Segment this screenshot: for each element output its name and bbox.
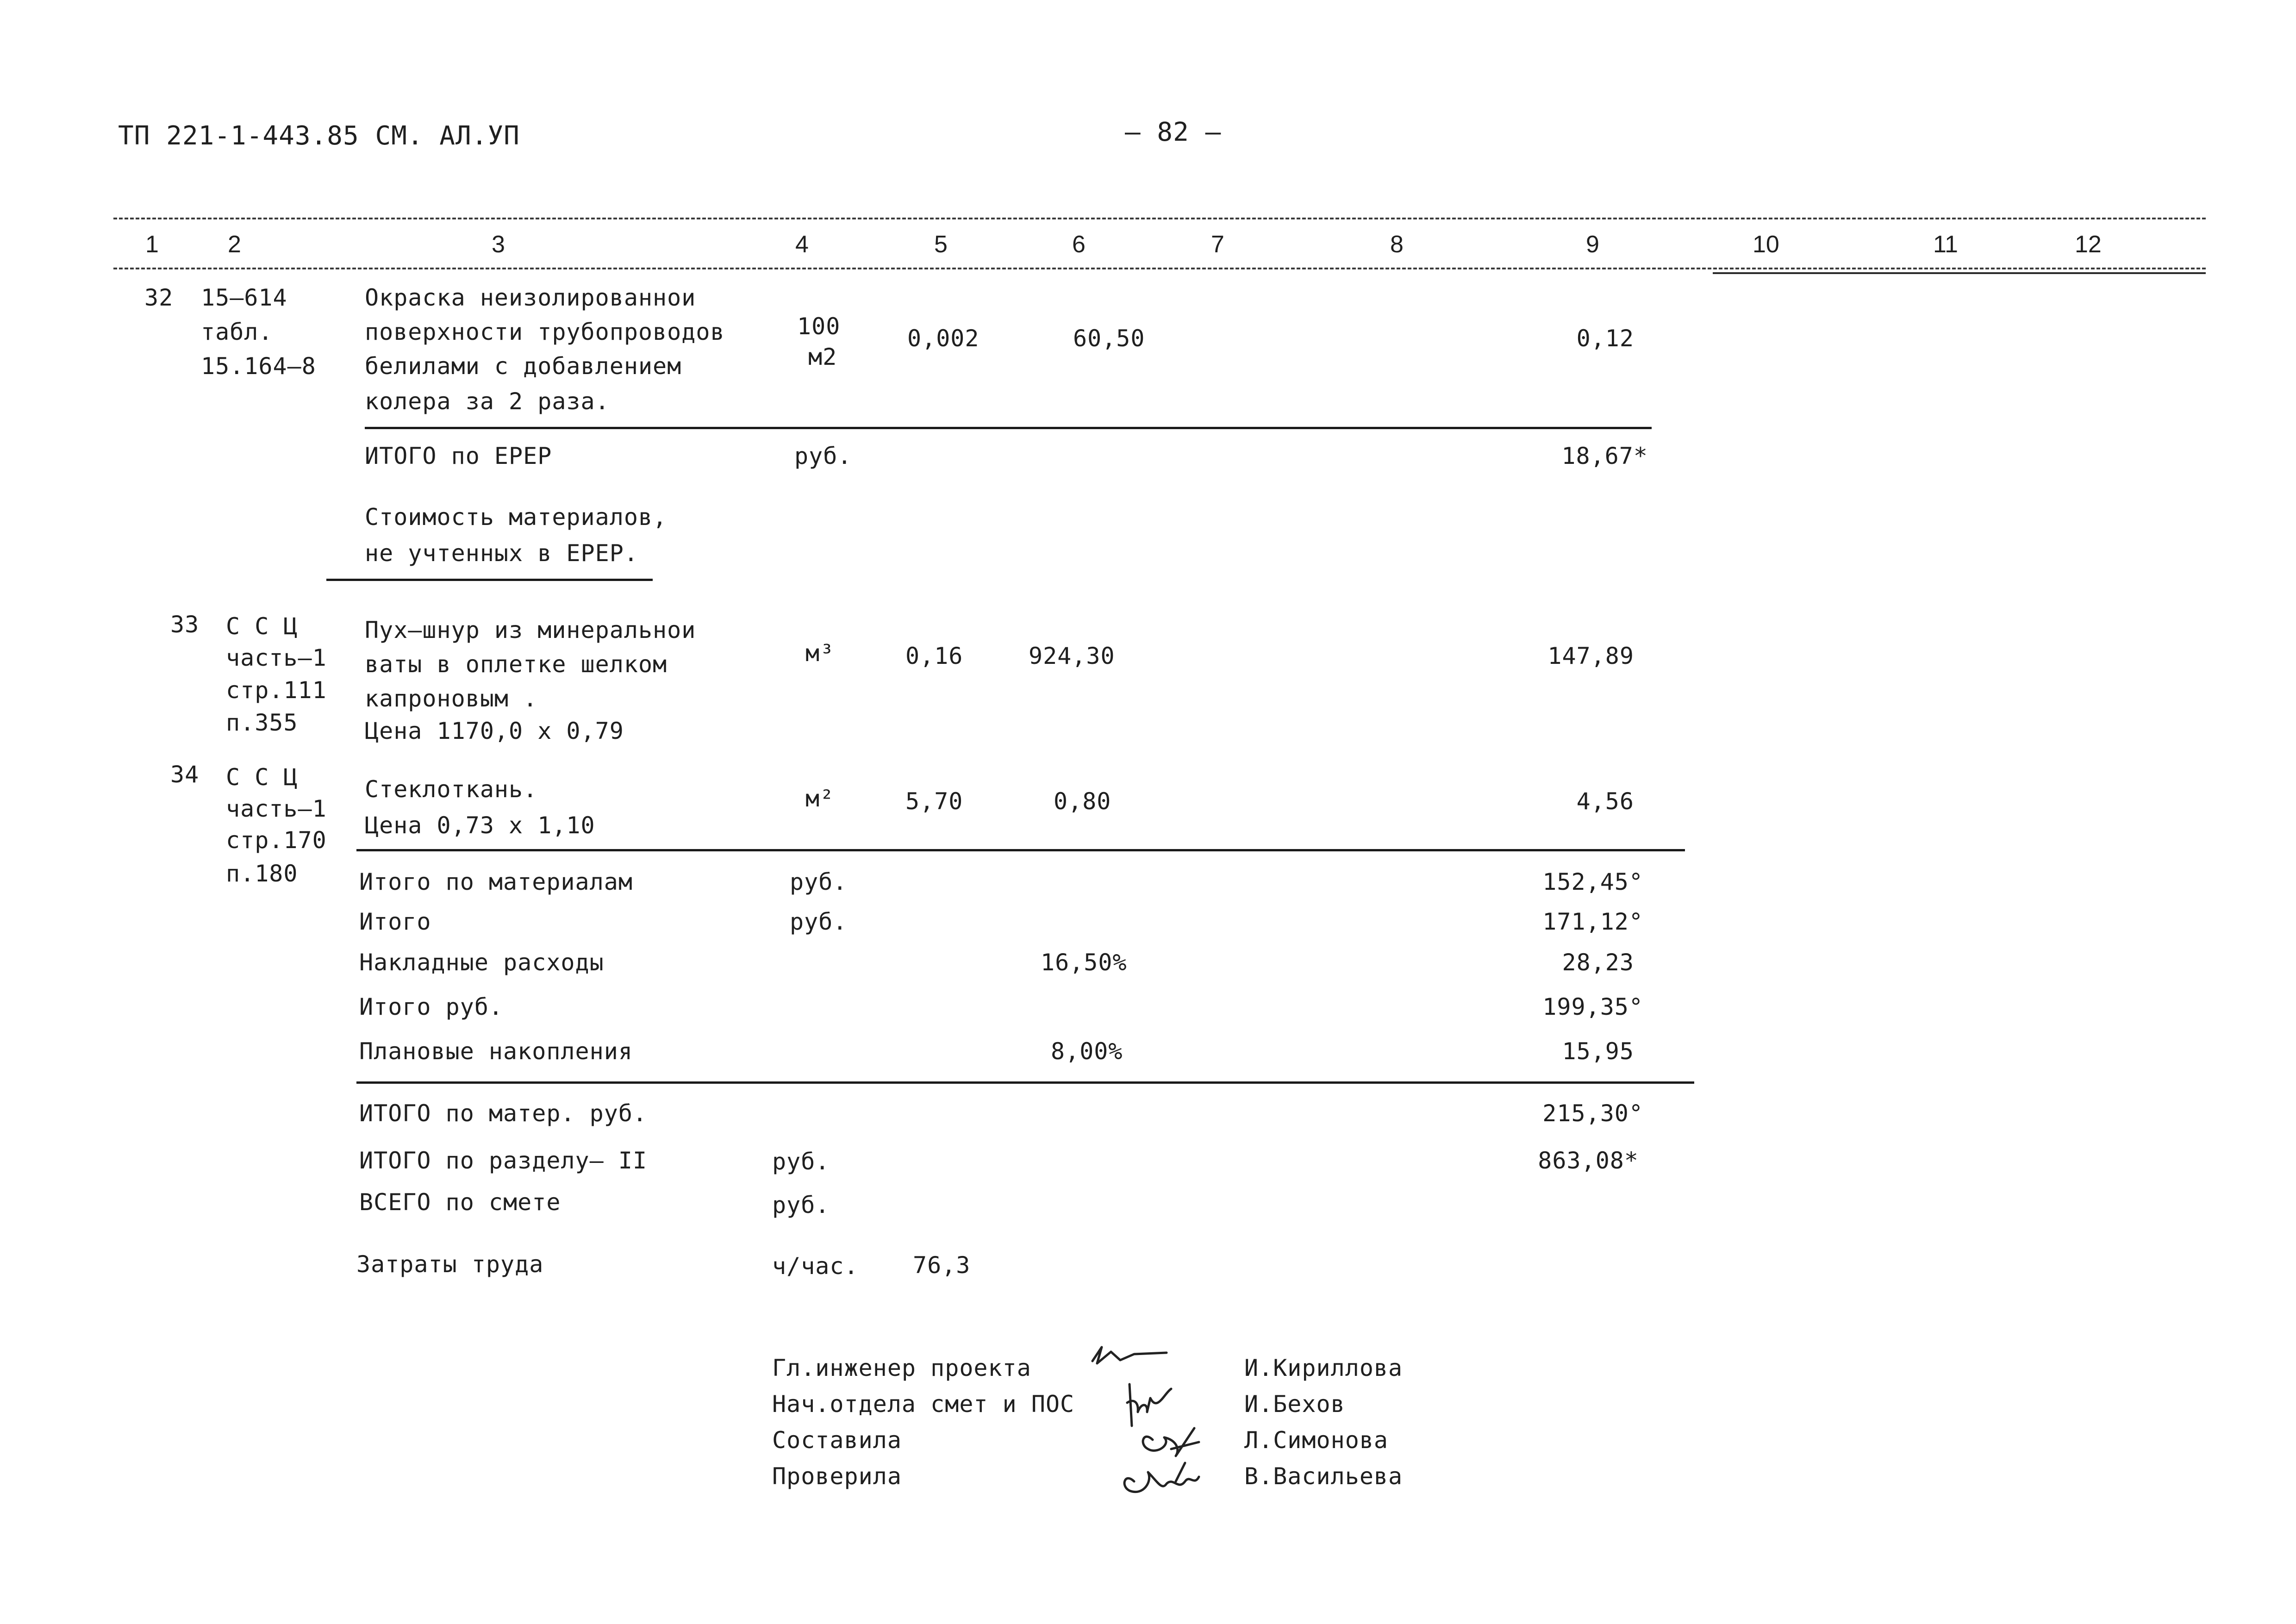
row-32-underline bbox=[365, 427, 1652, 429]
header-top-rule bbox=[113, 218, 2206, 219]
row-34-ref-3: стр.170 bbox=[226, 827, 327, 854]
column-header-2: 2 bbox=[228, 231, 241, 258]
row-34-price: 0,80 bbox=[1054, 788, 1111, 815]
signature-name-2: И.Бехов bbox=[1244, 1391, 1345, 1418]
row-34-ref-2: часть–1 bbox=[226, 795, 327, 822]
row-32-desc-3: белилами с добавлением bbox=[365, 353, 682, 380]
summary-overhead-rate: 16,50% bbox=[1041, 949, 1127, 976]
total-materials-label: ИТОГО по матер. руб. bbox=[359, 1100, 648, 1127]
row-32-desc-1: Окраска неизолированнои bbox=[365, 284, 696, 311]
total-materials-value: 215,30° bbox=[1542, 1100, 1643, 1127]
total-section-value: 863,08* bbox=[1538, 1147, 1639, 1174]
summary-itogo-total: 171,12° bbox=[1542, 908, 1643, 935]
row-33-ref-1: С С Ц bbox=[226, 613, 298, 640]
column-header-8: 8 bbox=[1390, 231, 1404, 258]
row-33-price: 924,30 bbox=[1029, 643, 1115, 669]
row-33-ref-2: часть–1 bbox=[226, 644, 327, 671]
summary-itogo-rub-label: Итого руб. bbox=[359, 993, 504, 1020]
total-section-unit: руб. bbox=[772, 1148, 830, 1175]
materials-note-2: не учтенных в ЕРЕР. bbox=[365, 540, 638, 567]
labor-value: 76,3 bbox=[913, 1252, 971, 1279]
summary-planned-total: 15,95 bbox=[1562, 1038, 1634, 1065]
summary-planned-rate: 8,00% bbox=[1051, 1038, 1123, 1065]
row-32-price: 60,50 bbox=[1073, 325, 1145, 352]
handwritten-signatures bbox=[1083, 1333, 1250, 1509]
row-33-desc-2: ваты в оплетке шелком bbox=[365, 651, 668, 678]
signature-name-3: Л.Симонова bbox=[1244, 1427, 1389, 1454]
summary-itogo-unit: руб. bbox=[790, 908, 848, 935]
signature-name-1: И.Кириллова bbox=[1244, 1355, 1403, 1381]
labor-label: Затраты труда bbox=[356, 1251, 544, 1278]
row-32-unit-1: 100 bbox=[797, 313, 841, 340]
doc-code: ТП 221-1-443.85 СМ. АЛ.УП bbox=[118, 121, 520, 151]
row-32-qty: 0,002 bbox=[907, 325, 980, 352]
signature-role-1: Гл.инженер проекта bbox=[772, 1355, 1031, 1381]
row-33-desc-3: капроновым . bbox=[365, 685, 538, 712]
column-header-10: 10 bbox=[1753, 231, 1779, 258]
column-header-1: 1 bbox=[145, 231, 159, 258]
row-33-total: 147,89 bbox=[1547, 643, 1634, 669]
page-number: – 82 – bbox=[1125, 117, 1222, 147]
header-bottom-rule-right bbox=[1713, 272, 2206, 274]
total-section-label: ИТОГО по разделу– II bbox=[359, 1147, 648, 1174]
row-34-qty: 5,70 bbox=[905, 788, 963, 815]
row-32-desc-4: колера за 2 раза. bbox=[365, 388, 610, 415]
row-34-ref-4: п.180 bbox=[226, 860, 298, 887]
row-33-desc-1: Пух–шнур из минеральнои bbox=[365, 617, 696, 643]
row-33-ref-3: стр.111 bbox=[226, 677, 327, 704]
subtotal-erer-unit: руб. bbox=[794, 443, 852, 469]
row-34-ref-1: С С Ц bbox=[226, 764, 298, 791]
signature-role-2: Нач.отдела смет и ПОС bbox=[772, 1391, 1075, 1418]
column-header-11: 11 bbox=[1933, 231, 1958, 258]
total-estimate-label: ВСЕГО по смете bbox=[359, 1189, 561, 1216]
signature-role-4: Проверила bbox=[772, 1463, 902, 1490]
row-34-total: 4,56 bbox=[1576, 788, 1634, 815]
subtotal-erer-total: 18,67* bbox=[1561, 443, 1648, 469]
row-34-number: 34 bbox=[170, 761, 200, 788]
column-header-12: 12 bbox=[2075, 231, 2102, 258]
row-34-unit: м² bbox=[805, 785, 835, 812]
row-33-qty: 0,16 bbox=[905, 643, 963, 669]
row-32-unit-2: м2 bbox=[808, 344, 837, 370]
header-bottom-rule bbox=[113, 268, 2206, 269]
summary-materials-unit: руб. bbox=[790, 868, 848, 895]
row-33-desc-4: Цена 1170,0 х 0,79 bbox=[365, 718, 624, 744]
row-32-number: 32 bbox=[144, 284, 174, 311]
materials-note-1: Стоимость материалов, bbox=[365, 504, 668, 531]
column-header-6: 6 bbox=[1072, 231, 1086, 258]
summary-materials-total: 152,45° bbox=[1542, 868, 1643, 895]
labor-unit: ч/час. bbox=[772, 1253, 859, 1280]
row-33-ref-4: п.355 bbox=[226, 709, 298, 736]
summary-materials-label: Итого по материалам bbox=[359, 868, 633, 895]
materials-note-underline bbox=[326, 579, 653, 581]
total-estimate-unit: руб. bbox=[772, 1192, 830, 1218]
column-header-5: 5 bbox=[934, 231, 948, 258]
column-header-3: 3 bbox=[492, 231, 505, 258]
summary-planned-label: Плановые накопления bbox=[359, 1038, 633, 1065]
signature-role-3: Составила bbox=[772, 1427, 902, 1454]
summary-underline bbox=[356, 1081, 1694, 1084]
column-header-4: 4 bbox=[795, 231, 809, 258]
row-32-ref-1: 15–614 bbox=[201, 284, 287, 311]
row-32-total: 0,12 bbox=[1576, 325, 1634, 352]
row-32-desc-2: поверхности трубопроводов bbox=[365, 319, 725, 345]
subtotal-erer-label: ИТОГО по ЕРЕР bbox=[365, 443, 552, 469]
signature-name-4: В.Васильева bbox=[1244, 1463, 1403, 1490]
row-32-ref-2: табл. bbox=[201, 319, 273, 345]
row-34-desc-1: Стеклоткань. bbox=[365, 776, 538, 803]
summary-overhead-total: 28,23 bbox=[1562, 949, 1634, 976]
row-33-number: 33 bbox=[170, 611, 200, 638]
summary-itogo-label: Итого bbox=[359, 908, 431, 935]
row-34-desc-2: Цена 0,73 х 1,10 bbox=[365, 812, 595, 839]
summary-itogo-rub-total: 199,35° bbox=[1542, 993, 1643, 1020]
column-header-9: 9 bbox=[1586, 231, 1599, 258]
summary-overhead-label: Накладные расходы bbox=[359, 949, 604, 976]
row-33-unit: м³ bbox=[805, 640, 835, 667]
row-34-underline bbox=[356, 849, 1685, 851]
row-32-ref-3: 15.164–8 bbox=[201, 353, 316, 380]
column-header-7: 7 bbox=[1211, 231, 1224, 258]
